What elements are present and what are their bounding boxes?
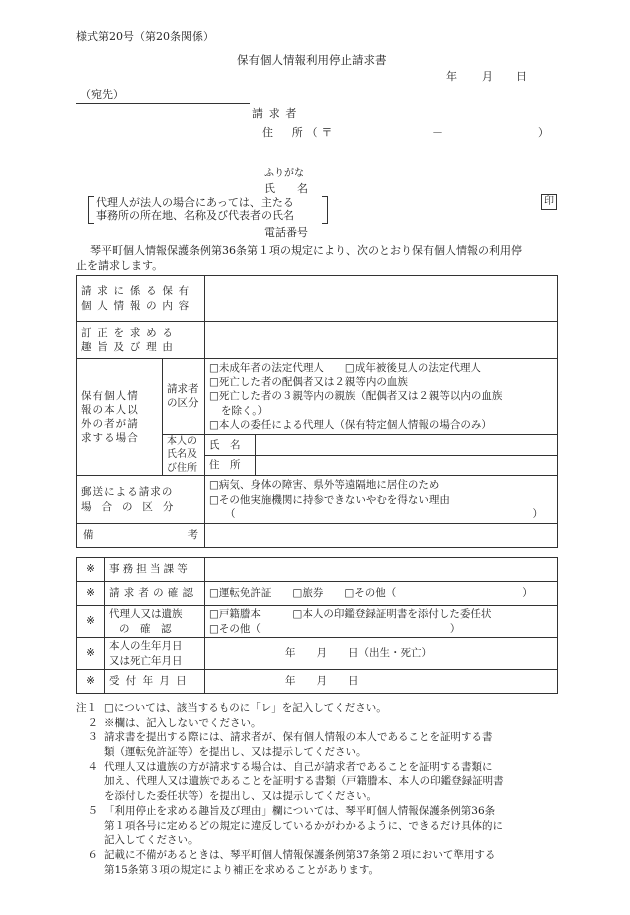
person-address-label: 住 所 bbox=[205, 455, 256, 476]
form-title: 保有個人情報利用停止請求書 bbox=[237, 53, 387, 67]
notes-section bbox=[76, 701, 562, 877]
phone-label: 電話番号 bbox=[264, 226, 308, 239]
category-option-delegated[interactable]: □本人の委任による代理人（保有特定個人情報の場合のみ） bbox=[209, 418, 492, 431]
date-year: 年 bbox=[446, 70, 457, 83]
date-day: 日 bbox=[516, 70, 527, 83]
corp-note-line-2: 事務所の所在地、名称及び代表者の氏名 bbox=[96, 209, 294, 222]
corp-note-line-1: 代理人が法人の場合にあっては、主たる bbox=[96, 196, 294, 209]
mail-option-other[interactable]: □その他実施機関に持参できないやむを得ない理由 bbox=[209, 493, 450, 506]
reason-field[interactable] bbox=[205, 322, 558, 359]
remarks-field[interactable] bbox=[205, 523, 558, 547]
requested-info-field[interactable] bbox=[205, 276, 558, 322]
person-name-label: 氏 名 bbox=[205, 434, 256, 455]
address-label: 住 所（〒 bbox=[262, 126, 337, 139]
requester-category-label: 請求者 の区分 bbox=[163, 359, 205, 435]
requester-category-options[interactable]: □未成年者の法定代理人 □成年被後見人の法定代理人 □死亡した者の配偶者又は２親等内の血族 □死亡した者の３親等内の親族（配偶者又は２親等以内の血族 を除く。） □本人の委任による代理人（保有特定個人情報の場合のみ） bbox=[205, 359, 558, 435]
address-close: ） bbox=[538, 126, 549, 139]
proxy-check-options: □戸籍謄本 □本人の印鑑登録証明書を添付した委任状 □その他（ ） bbox=[205, 606, 558, 638]
note-item: ３ 請求書を提出する際には、請求者が、保有個人情報の本人であることを証明する書 類（運転免許証等）を提出し、又は提示してください。 bbox=[87, 731, 493, 759]
birth-death-date-value: 年 月 日（出生・死亡） bbox=[205, 638, 558, 670]
category-option-deceased-relative[interactable]: □死亡した者の３親等内の親族（配偶者又は２親等以内の血族 bbox=[209, 390, 503, 403]
note-item: ５ 「利用停止を求める趣旨及び理由」欄については、琴平町個人情報保護条例第36条 第１項各号に定めるどの規定に違反しているかがわかるように、できるだけ具体的に 記入してください。 bbox=[87, 804, 503, 847]
note-item: ４ 代理人又は遺族の方が請求する場合は、自己が請求者であることを証明する書類に 加え、代理人又は遺族であることを証明する書類（戸籍謄本、本人の印鑑登録証明書 を添付した委任状等）を提出し、又は提示してください。 bbox=[87, 760, 504, 803]
addressee-underline bbox=[76, 103, 250, 104]
request-table bbox=[76, 275, 558, 548]
mail-request-options[interactable]: □病気、身体の障害、県外等遠隔地に居住のため □その他実施機関に持参できないやむを得ない理由 （ ） bbox=[205, 476, 558, 524]
staff-section-field bbox=[205, 558, 558, 582]
corp-note-bracket-right bbox=[322, 196, 328, 224]
birth-death-date-label: 本人の生年月日 又は死亡年月日 bbox=[105, 638, 205, 670]
name-label: 氏 名 bbox=[264, 182, 314, 195]
requester-label: 請 求 者 bbox=[252, 107, 298, 120]
form-number: 様式第20号（第20条関係） bbox=[76, 30, 214, 43]
proxy-check-label: 代理人又は遺族 の 確 認 bbox=[105, 606, 205, 638]
remarks-label: 備 考 bbox=[77, 523, 205, 547]
intro-line-2: 止を請求します。 bbox=[76, 259, 164, 272]
mail-request-label: 郵送による請求の 場合の区分 bbox=[77, 476, 205, 524]
reception-date-label: 受付年月日 bbox=[105, 670, 205, 694]
proxy-request-label: 保有個人情 報の本人以 外の者が請 求する場合 bbox=[77, 359, 163, 476]
category-option-deceased-spouse[interactable]: □死亡した者の配偶者又は２親等内の血族 bbox=[209, 376, 408, 389]
requester-check-label: 請求者の確認 bbox=[105, 582, 205, 606]
intro-line-1: 琴平町個人情報保護条例第36条第１項の規定により、次のとおり保有個人情報の利用停 bbox=[90, 244, 522, 257]
seal-mark: 印 bbox=[541, 194, 557, 210]
address-dash: － bbox=[432, 126, 443, 139]
person-address-field[interactable] bbox=[256, 455, 558, 476]
note-item: ２ ※欄は、記入しないでください。 bbox=[87, 716, 262, 729]
person-label: 本人の 氏名及 び住所 bbox=[163, 434, 205, 476]
addressee: （宛先） bbox=[80, 88, 124, 101]
category-option-minor[interactable]: □未成年者の法定代理人 □成年被後見人の法定代理人 bbox=[209, 362, 481, 374]
office-use-table: ※ 事務担当課等 ※ 請求者の確認 □運転免許証 □旅券 □その他（ ） ※ 代理人又は遺族 の 確 認 □戸籍謄本 □本人の印鑑登録証明書を添付した委任状 □その他（ ） ※ 本人の生年月日 又は死亡年月日 年 月 日（出生・死亡） ※ 受付年月日 年 月 日 bbox=[76, 557, 558, 694]
date-month: 月 bbox=[482, 70, 493, 83]
furigana-label: ふりがな bbox=[264, 168, 304, 179]
reception-date-value: 年 月 日 bbox=[205, 670, 558, 694]
note-item: 注１ □については、該当するものに「レ」を記入してください。 bbox=[76, 702, 387, 714]
note-item: ６ 記載に不備があるときは、琴平町個人情報保護条例第37条第２項において準用する 第15条第３項の規定により補正を求めることがあります。 bbox=[87, 848, 496, 876]
reason-label: 訂正を求める 趣旨及び理由 bbox=[77, 322, 205, 359]
mail-option-illness[interactable]: □病気、身体の障害、県外等遠隔地に居住のため bbox=[209, 479, 440, 492]
person-name-field[interactable] bbox=[256, 434, 558, 455]
requested-info-label: 請求に係る保有 個人情報の内容 bbox=[77, 276, 205, 322]
office-mark: ※ bbox=[77, 558, 105, 582]
requester-check-options: □運転免許証 □旅券 □その他（ ） bbox=[205, 582, 558, 606]
staff-section-label: 事務担当課等 bbox=[105, 558, 205, 582]
corp-note-bracket-left bbox=[88, 196, 94, 224]
